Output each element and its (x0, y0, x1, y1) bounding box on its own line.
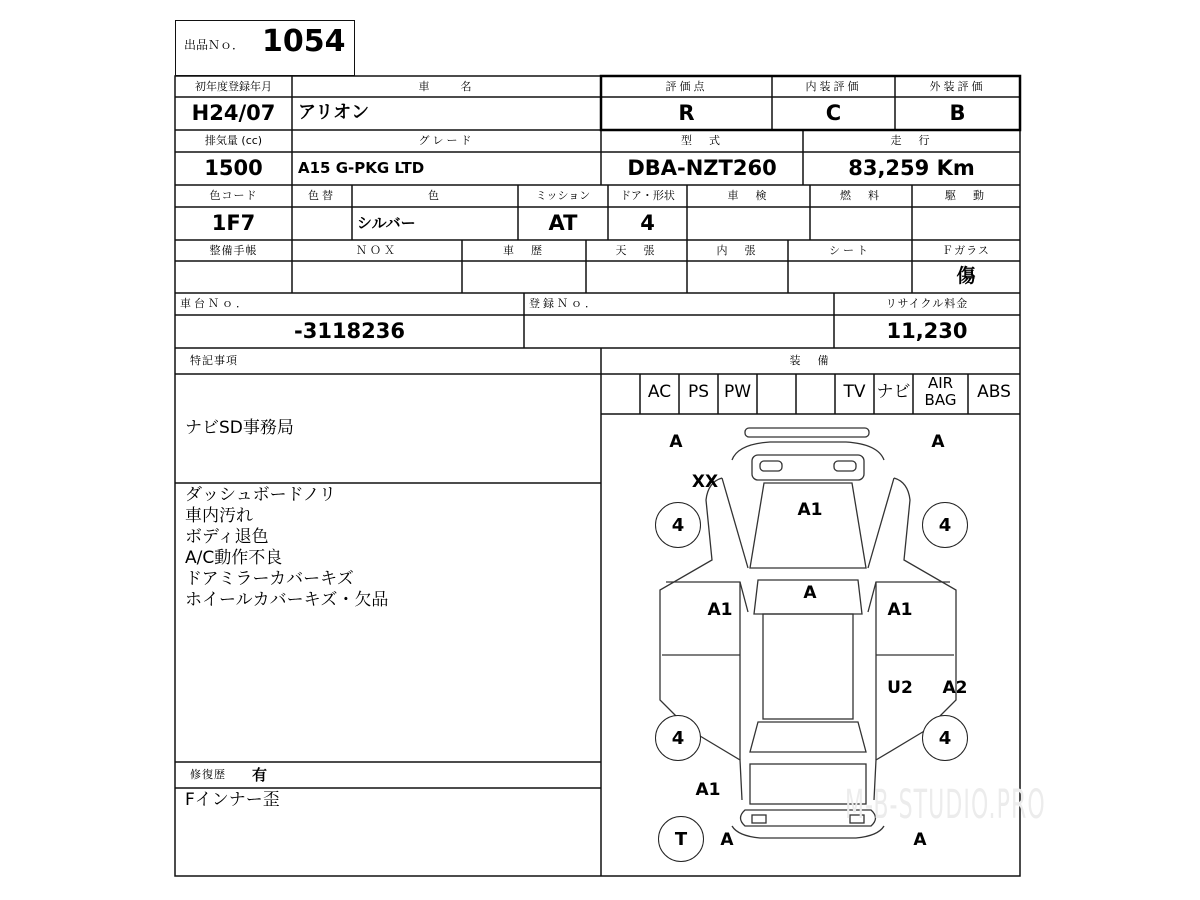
mark-a2: A2 (942, 678, 968, 698)
label-color-change: 色替 (308, 189, 336, 202)
type-value: DBA-NZT260 (627, 156, 777, 180)
tire-front-left: 4 (655, 502, 701, 548)
equip-ps: PS (687, 382, 710, 402)
label-f-glass: Ｆガラス (942, 244, 990, 257)
interior-value: C (825, 101, 842, 125)
mark-right-door: A1 (887, 600, 913, 620)
model-value: アリオン (298, 102, 370, 123)
watermark: M-B-STUDIO.PRO (845, 782, 1046, 828)
label-nox: ＮＯＸ (356, 244, 398, 257)
mark-rear: A1 (695, 780, 721, 800)
note-line: ホイールカバーキズ・欠品 (185, 590, 389, 610)
mileage-value: 83,259 Km (848, 156, 975, 180)
mark-rear-right: A (913, 830, 927, 850)
label-inspection: 車 検 (727, 189, 770, 202)
doors-value: 4 (640, 211, 655, 235)
note-line: A/C動作不良 (185, 548, 283, 568)
lot-number: 1054 (262, 24, 346, 59)
note-line: 車内汚れ (185, 506, 253, 526)
label-equipment: 装 備 (789, 354, 832, 367)
label-reg-no: 登録Ｎｏ． (529, 297, 599, 310)
chassis-value: -3118236 (294, 319, 405, 343)
note-top: ナビSD事務局 (185, 418, 294, 438)
label-drive: 駆 動 (945, 189, 987, 202)
mark-front-right: A (931, 432, 945, 452)
label-headliner: 天 張 (615, 244, 658, 257)
label-grade: グレード (418, 134, 475, 147)
recycle-value: 11,230 (886, 319, 968, 343)
mark-u2: U2 (887, 678, 913, 698)
color-value: シルバー (357, 214, 416, 232)
mark-rear-left: A (720, 830, 734, 850)
label-mission: ミッション (535, 189, 591, 202)
label-history: 車 歴 (503, 244, 545, 257)
equip-airbag: AIR BAG (924, 374, 957, 409)
label-interior-trim: 内 張 (716, 244, 759, 257)
label-color-code: 色コード (209, 189, 258, 202)
mark-hood: A1 (797, 500, 823, 520)
label-maintenance: 整備手帳 (209, 244, 258, 257)
label-interior: 内装評価 (805, 80, 862, 93)
repair-line: Fインナー歪 (185, 790, 280, 810)
label-registration: 初年度登録年月 (195, 80, 272, 93)
equip-ac: AC (647, 382, 672, 402)
spare-tire: T (658, 816, 704, 862)
equip-navi: ナビ (876, 382, 911, 402)
mission-value: AT (548, 211, 578, 235)
note-line: ボディ退色 (185, 527, 269, 547)
equip-abs: ABS (977, 382, 1011, 402)
label-exterior: 外装評価 (929, 80, 986, 93)
note-line: ドアミラーカバーキズ (185, 569, 354, 589)
score-value: R (678, 101, 695, 125)
displacement-value: 1500 (204, 156, 263, 180)
repair-history-value: 有 (252, 766, 268, 784)
label-model: 車 名 (418, 80, 475, 93)
f-glass-value: 傷 (956, 265, 976, 287)
color-code-value: 1F7 (211, 211, 256, 235)
label-notes: 特記事項 (190, 354, 238, 367)
label-seat: シート (829, 244, 871, 257)
equip-tv: TV (843, 382, 866, 402)
mark-roof: A (803, 583, 817, 603)
label-repair-history: 修復歴 (190, 768, 226, 781)
label-fuel: 燃 料 (840, 189, 882, 202)
label-displacement: 排気量 (cc) (204, 134, 263, 147)
exterior-value: B (949, 101, 966, 125)
mark-left-door: A1 (707, 600, 733, 620)
mark-xx: XX (691, 472, 719, 492)
mark-front-left: A (669, 432, 683, 452)
label-recycle: リサイクル料金 (885, 297, 969, 310)
note-line: ダッシュボードノリ (185, 485, 336, 505)
label-type: 型 式 (681, 134, 723, 147)
label-doors: ドア・形状 (620, 189, 675, 202)
lot-label: 出品Ｎｏ． (184, 38, 245, 52)
label-chassis: 車台Ｎｏ． (180, 297, 250, 310)
label-color: 色 (428, 189, 442, 202)
label-mileage: 走 行 (890, 134, 933, 147)
label-score: 評価点 (665, 80, 708, 93)
grade-value: A15 G-PKG LTD (298, 159, 425, 177)
tire-rear-left: 4 (655, 715, 701, 761)
tire-rear-right: 4 (922, 715, 968, 761)
tire-front-right: 4 (922, 502, 968, 548)
registration-value: H24/07 (191, 101, 276, 125)
equip-pw: PW (723, 382, 752, 402)
